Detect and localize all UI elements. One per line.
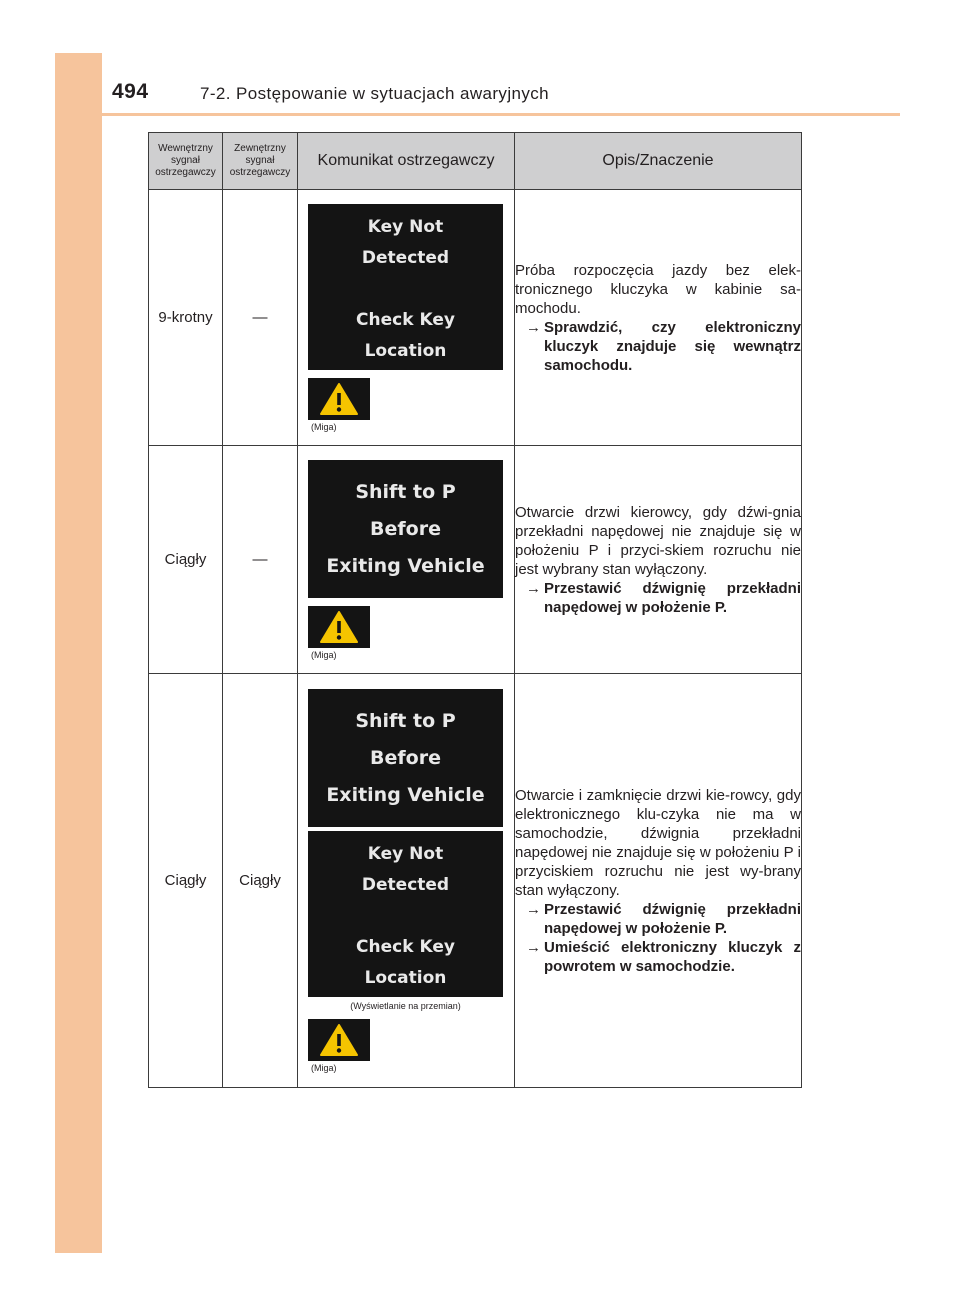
description-text: Otwarcie i zamknięcie drzwi kie-rowcy, gdy elektronicznego klu-czyka nie ma w samochodzie, dźwignia przekładni napędowej nie znajduje się w położeniu P i przyciskiem rozruchu nie jest wy-brany stan wyłączony. — [515, 786, 801, 899]
column-header-external-line: sygnał — [245, 155, 275, 166]
display-line: Detected — [361, 874, 450, 895]
display-line: Shift to P — [355, 709, 456, 732]
display-line: Key Not — [367, 843, 444, 864]
external-signal: Ciągły — [223, 674, 298, 1088]
display-screen — [308, 204, 503, 370]
description-cell — [515, 190, 802, 446]
display-screen — [308, 460, 503, 598]
warning-light — [308, 378, 370, 420]
page-number: 494 — [112, 80, 149, 103]
warning-triangle-icon — [319, 610, 359, 644]
internal-signal: 9-krotny — [149, 190, 223, 446]
column-header-message: Komunikat ostrzegawczy — [298, 133, 515, 190]
table-row — [149, 674, 802, 1088]
arrow-icon: → — [526, 318, 541, 336]
display-line: Before — [370, 746, 441, 769]
display-line — [308, 901, 503, 932]
column-header-internal-line: ostrzegawczy — [155, 167, 216, 178]
display-line — [308, 274, 503, 305]
column-header-internal — [149, 133, 223, 190]
warning-light — [308, 1019, 370, 1061]
display-line: Check Key — [356, 309, 455, 330]
description-text: Otwarcie drzwi kierowcy, gdy dźwi-gnia przekładni napędowej nie znajduje się w położeniu P i przyci-skiem rozruchu nie jest wybrany stan wyłączony. — [515, 503, 801, 578]
warning-caption: (Miga) — [311, 1062, 337, 1073]
internal-signal: Ciągły — [149, 446, 223, 674]
column-header-internal-line: Wewnętrzny — [158, 143, 213, 154]
action-item — [515, 938, 801, 976]
display-line: Before — [370, 517, 441, 540]
display-screen-alternate — [308, 831, 503, 997]
arrow-icon: → — [526, 579, 541, 597]
arrow-icon: → — [526, 938, 541, 956]
column-header-external-line: Zewnętrzny — [234, 143, 286, 154]
warning-message-cell — [298, 190, 515, 446]
display-line: Shift to P — [355, 480, 456, 503]
section-title: 7-2. Postępowanie w sytuacjach awaryjnych — [200, 84, 550, 103]
action-text: Sprawdzić, czy elektroniczny kluczyk znajduje się wewnątrz samochodu. — [544, 318, 801, 374]
description-text: Próba rozpoczęcia jazdy bez elek-tronicznego kluczyka w kabinie sa-mochodu. — [515, 261, 801, 317]
display-line: Exiting Vehicle — [326, 783, 485, 806]
description-cell — [515, 674, 802, 1088]
action-item — [515, 579, 801, 617]
column-header-external-line: ostrzegawczy — [229, 167, 291, 178]
chapter-sidebar — [55, 53, 102, 1253]
warning-caption: (Miga) — [311, 421, 337, 432]
warning-message-cell — [298, 446, 515, 674]
arrow-icon: → — [526, 900, 541, 918]
alternating-caption: (Wyświetlanie na przemian) — [350, 1000, 461, 1011]
description-cell — [515, 446, 802, 674]
display-line: Exiting Vehicle — [326, 554, 485, 577]
display-line: Key Not — [367, 216, 444, 237]
table-row — [149, 190, 802, 446]
display-line: Location — [364, 967, 447, 988]
external-signal: — — [223, 446, 298, 674]
action-text: Przestawić dźwignię przekładni napędowej w położenie P. — [544, 579, 801, 616]
header-rule — [102, 113, 900, 116]
warning-caption: (Miga) — [311, 649, 337, 660]
action-text: Umieścić elektroniczny kluczyk z powrotem w samochodzie. — [544, 938, 801, 975]
display-line: Detected — [361, 247, 450, 268]
display-line: Location — [364, 340, 447, 361]
action-item — [515, 900, 801, 938]
warning-message-cell — [298, 674, 515, 1088]
action-text: Przestawić dźwignię przekładni napędowej w położenie P. — [544, 900, 801, 937]
action-item — [515, 318, 801, 375]
display-line: Check Key — [356, 936, 455, 957]
warning-triangle-icon — [319, 1023, 359, 1057]
warning-table — [148, 132, 802, 1088]
column-header-description: Opis/Znaczenie — [515, 133, 802, 190]
external-signal: — — [223, 190, 298, 446]
table-header-row — [149, 133, 802, 190]
warning-triangle-icon — [319, 382, 359, 416]
column-header-internal-line: sygnał — [171, 155, 200, 166]
warning-light — [308, 606, 370, 648]
display-screen — [308, 689, 503, 827]
table-row — [149, 446, 802, 674]
internal-signal: Ciągły — [149, 674, 223, 1088]
column-header-external — [223, 133, 298, 190]
